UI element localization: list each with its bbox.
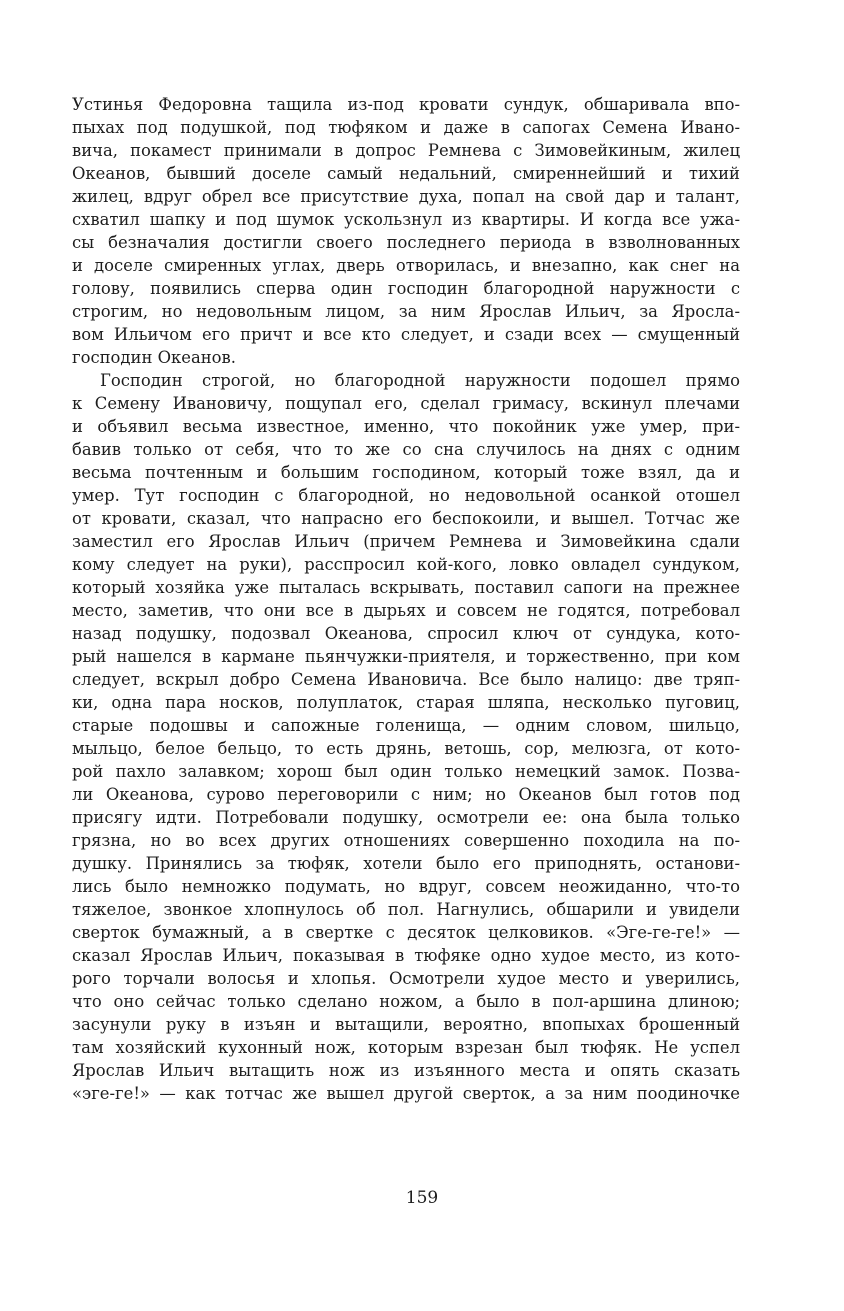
page-number: 159 [405,1188,439,1208]
text-line: Устинья Федоровна тащила из-под кровати сундук, обшаривала впо- [72,95,740,114]
text-line: пыхах под подушкой, под тюфяком и даже в сапогах Семена Ивано- [72,118,740,137]
text-line: что оно сейчас только сделано ножом, а было в пол-аршина длиною; [72,992,740,1011]
text-line: рого торчали волосья и хлопья. Осмотрели худое место и уверились, [72,969,740,988]
text-line: кому следует на руки), расспросил кой-кого, ловко овладел сундуком, [72,555,740,574]
text-line: и объявил весьма известное, именно, что покойник уже умер, при- [72,417,740,436]
text-line: тяжелое, звонкое хлопнулось об пол. Нагнулись, обшарили и увидели [72,900,740,919]
text-line: Океанов, бывший доселе самый недальний, смиреннейший и тихий [72,164,740,183]
paragraph [72,369,740,1105]
text-line: ки, одна пара носков, полуплаток, старая шляпа, несколько пуговиц, [72,693,740,712]
paragraph [72,93,740,369]
text-line: сы безначалия достигли своего последнего периода в взволнованных [72,233,740,252]
text-line: который хозяйка уже пыталась вскрывать, поставил сапоги на прежнее [72,578,740,597]
text-line: бавив только от себя, что то же со сна случилось на днях с одним [72,440,740,459]
text-line: грязна, но во всех других отношениях совершенно походила на по- [72,831,740,850]
text-line: сверток бумажный, а в свертке с десяток целковиков. «Эге-ге-ге!» — [72,923,740,942]
text-line: Ярослав Ильич вытащить нож из изъянного места и опять сказать [72,1061,740,1080]
text-line: старые подошвы и сапожные голенища, — одним словом, шильцо, [72,716,740,735]
text-line: «эге-ге!» — как тотчас же вышел другой сверток, а за ним поодиночке [72,1084,740,1103]
text-line: голову, появились сперва один господин благородной наружности с [72,279,740,298]
text-line: строгим, но недовольным лицом, за ним Ярослав Ильич, за Яросла- [72,302,740,321]
text-line: умер. Тут господин с благородной, но недовольной осанкой отошел [72,486,740,505]
text-line: рой пахло залавком; хорош был один только немецкий замок. Позва- [72,762,740,781]
text-line: присягу идти. Потребовали подушку, осмотрели ее: она была только [72,808,740,827]
text-line: жилец, вдруг обрел все присутствие духа, попал на свой дар и талант, [72,187,740,206]
text-line: сказал Ярослав Ильич, показывая в тюфяке одно худое место, из кото- [72,946,740,965]
text-line: мыльцо, белое бельцо, то есть дрянь, ветошь, сор, мелюзга, от кото- [72,739,740,758]
text-line: рый нашелся в кармане пьянчужки-приятеля, и торжественно, при ком [72,647,740,666]
text-line: там хозяйский кухонный нож, которым взрезан был тюфяк. Не успел [72,1038,740,1057]
text-line: следует, вскрыл добро Семена Ивановича. Все было налицо: две тряп- [72,670,740,689]
text-line: ли Океанова, сурово переговорили с ним; но Океанов был готов под [72,785,740,804]
body-text [72,93,740,1105]
text-line: Господин строгой, но благородной наружности подошел прямо [100,371,740,390]
text-line: господин Океанов. [72,348,236,367]
text-line: душку. Принялись за тюфяк, хотели было его приподнять, останови- [72,854,740,873]
text-line: вом Ильичом его причт и все кто следует, и сзади всех — смущенный [72,325,740,344]
text-line: и доселе смиренных углах, дверь отворилась, и внезапно, как снег на [72,256,740,275]
text-line: весьма почтенным и большим господином, который тоже взял, да и [72,463,740,482]
text-line: назад подушку, подозвал Океанова, спросил ключ от сундука, кото- [72,624,740,643]
text-line: от кровати, сказал, что напрасно его беспокоили, и вышел. Тотчас же [72,509,740,528]
text-line: место, заметив, что они все в дырьях и совсем не годятся, потребовал [72,601,740,620]
text-line: засунули руку в изъян и вытащили, вероятно, впопыхах брошенный [72,1015,740,1034]
text-line: заместил его Ярослав Ильич (причем Ремнева и Зимовейкина сдали [72,532,740,551]
text-line: к Семену Ивановичу, пощупал его, сделал гримасу, вскинул плечами [72,394,740,413]
text-line: вича, покамест принимали в допрос Ремнева с Зимовейкиным, жилец [72,141,740,160]
text-line: лись было немножко подумать, но вдруг, совсем неожиданно, что-то [72,877,740,896]
text-line: схватил шапку и под шумок ускользнул из квартиры. И когда все ужа- [72,210,740,229]
